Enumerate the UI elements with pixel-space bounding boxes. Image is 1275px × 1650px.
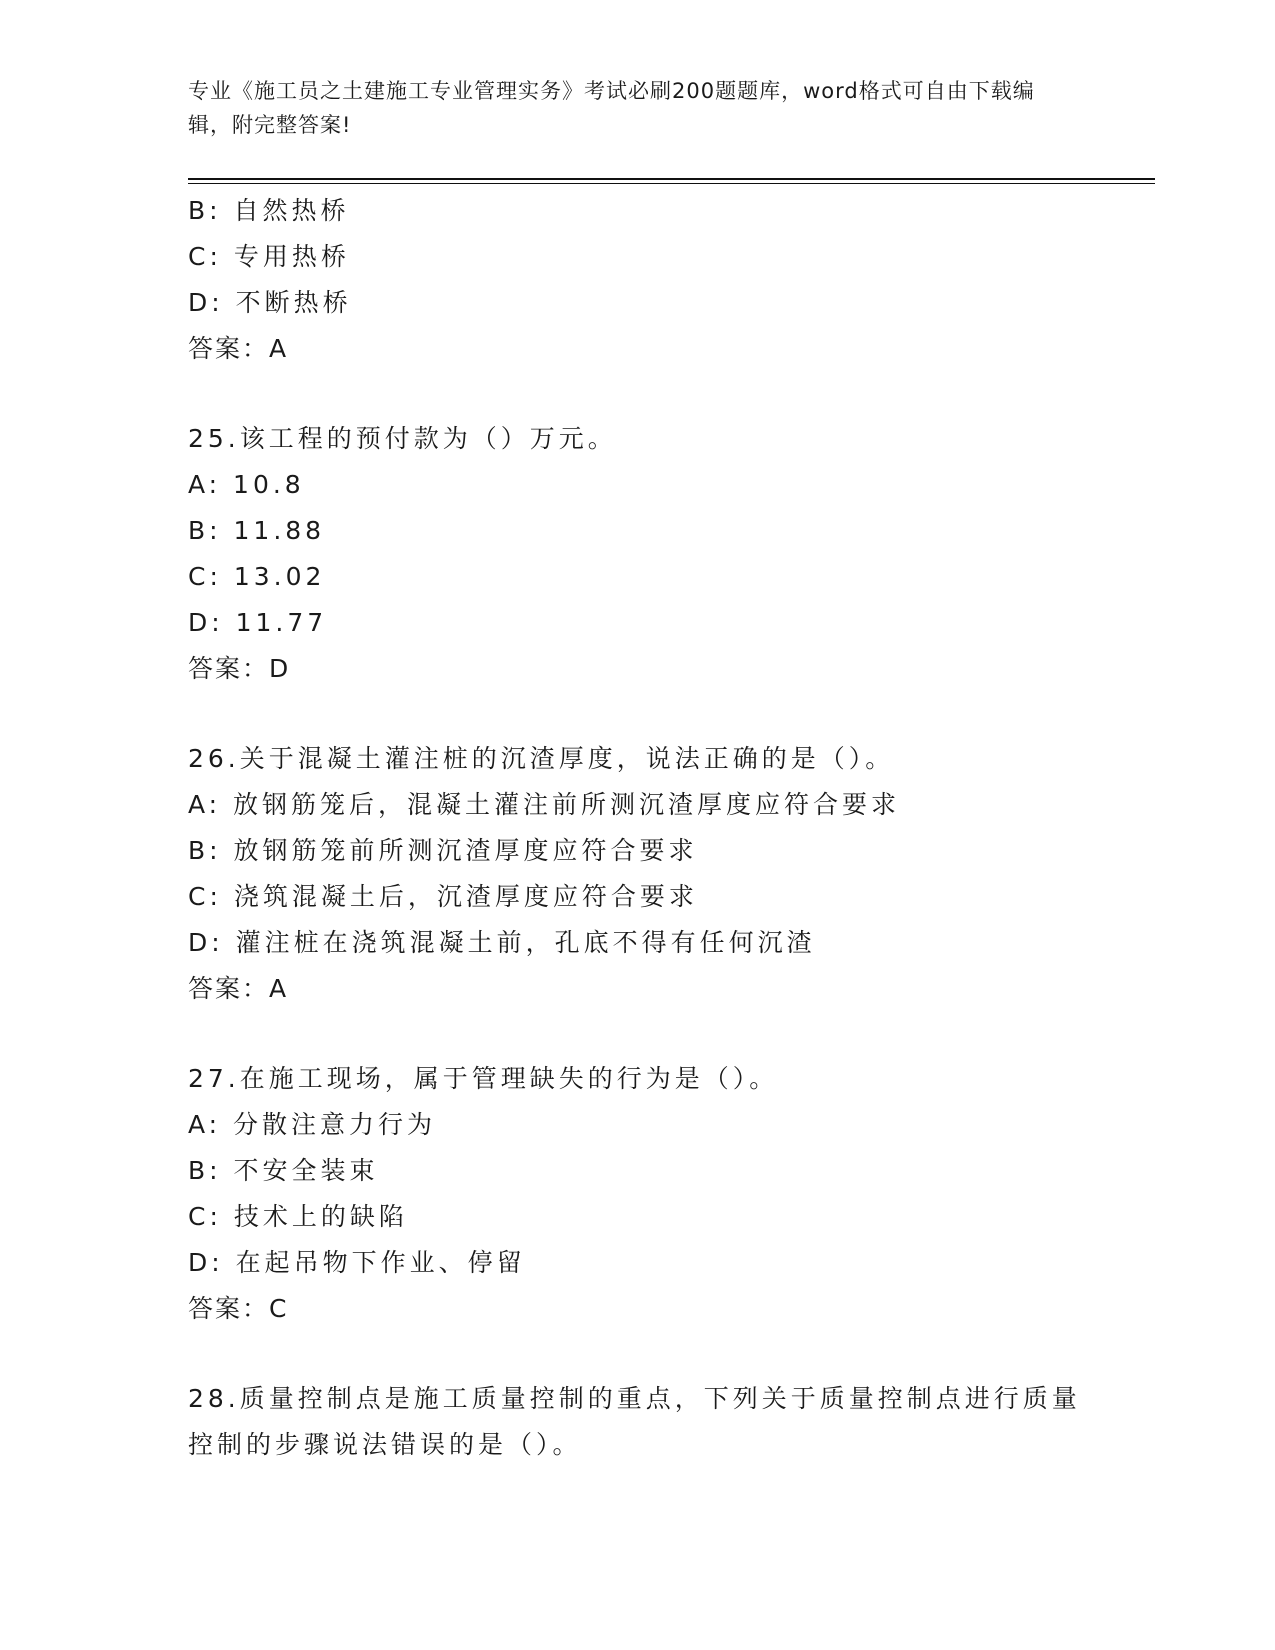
question-text: 26.关于混凝土灌注桩的沉渣厚度，说法正确的是（）。 (188, 744, 895, 773)
answer-line: 答案：A (188, 974, 289, 1003)
option-a: A: 放钢筋笼后，混凝土灌注前所测沉渣厚度应符合要求 (188, 790, 901, 819)
option-d: D: 11.77 (188, 608, 328, 637)
option-b: B: 11.88 (188, 516, 326, 545)
question-list (188, 188, 1088, 1468)
document-header: 专业《施工员之土建施工专业管理实务》考试必刷200题题库，word格式可自由下载编辑，附完整答案! (188, 79, 1035, 137)
header-rule-thick (188, 178, 1155, 180)
option-c: C: 技术上的缺陷 (188, 1202, 408, 1231)
question-block-26 (188, 736, 1088, 1012)
answer-line: 答案：D (188, 654, 291, 683)
option-b: B: 不安全装束 (188, 1156, 379, 1185)
question-text: 27.在施工现场，属于管理缺失的行为是（）。 (188, 1064, 779, 1093)
question-block-28 (188, 1376, 1088, 1468)
question-block-prev (188, 188, 1088, 372)
question-block-25 (188, 416, 1088, 692)
question-block-27 (188, 1056, 1088, 1332)
option-c: C: 浇筑混凝土后，沉渣厚度应符合要求 (188, 882, 698, 911)
option-d: D: 灌注桩在浇筑混凝土前，孔底不得有任何沉渣 (188, 928, 816, 957)
question-text: 28.质量控制点是施工质量控制的重点，下列关于质量控制点进行质量控制的步骤说法错误的是（）。 (188, 1384, 1081, 1459)
option-c: C: 13.02 (188, 562, 326, 591)
answer-line: 答案：A (188, 334, 289, 363)
option-b: B: 自然热桥 (188, 196, 350, 225)
option-a: A: 10.8 (188, 470, 305, 499)
option-a: A: 分散注意力行为 (188, 1110, 437, 1139)
option-d: D: 在起吊物下作业、停留 (188, 1248, 526, 1277)
header-rule-thin (188, 183, 1155, 184)
option-d: D: 不断热桥 (188, 288, 352, 317)
option-b: B: 放钢筋笼前所测沉渣厚度应符合要求 (188, 836, 698, 865)
question-text: 25.该工程的预付款为（）万元。 (188, 424, 617, 453)
answer-line: 答案：C (188, 1294, 289, 1323)
option-c: C: 专用热桥 (188, 242, 350, 271)
